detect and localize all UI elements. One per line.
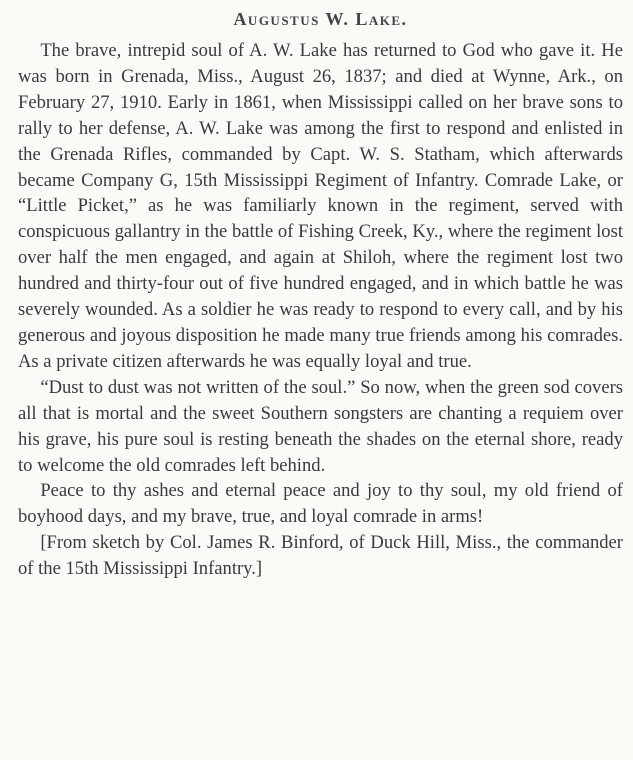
article xyxy=(18,6,623,582)
paragraph-eulogy: “Dust to dust was not written of the soul.” So now, when the green sod covers all that is mortal and the sweet Southern songsters are chanting a requiem over his grave, his pure soul is resting beneath the shades on the eternal shore, ready to welcome the old comrades left behind. xyxy=(18,376,623,476)
paragraph-farewell: Peace to thy ashes and eternal peace and joy to thy soul, my old friend of boyhood days, and my brave, true, and loyal comrade in arms! xyxy=(18,480,623,528)
article-title: Augustus W. Lake. xyxy=(233,9,408,29)
paragraph-source-note: [From sketch by Col. James R. Binford, of Duck Hill, Miss., the commander of the 15th Mississippi Infantry.] xyxy=(18,532,623,580)
paragraph-biography: The brave, intrepid soul of A. W. Lake has returned to God who gave it. He was born in Grenada, Miss., August 26, 1837; and died at Wynne, Ark., on February 27, 1910. Early in 1861, when Mississippi called on her brave sons to rally to her defense, A. W. Lake was among the first to respond and enlisted in the Grenada Rifles, commanded by Capt. W. S. Statham, which afterwards became Company G, 15th Mississippi Regiment of Infantry. Comrade Lake, or “Little Picket,” as he was familiarly known in the regiment, served with conspicuous gallantry in the battle of Fishing Creek, Ky., where the regiment lost over half the men engaged, and again at Shiloh, where the regiment lost two hundred and thirty-four out of five hundred engaged, and in which battle he was severely wounded. As a soldier he was ready to respond to every call, and by his generous and joyous disposition he made many true friends among his comrades. As a private citizen afterwards he was equally loyal and true. xyxy=(18,40,623,372)
